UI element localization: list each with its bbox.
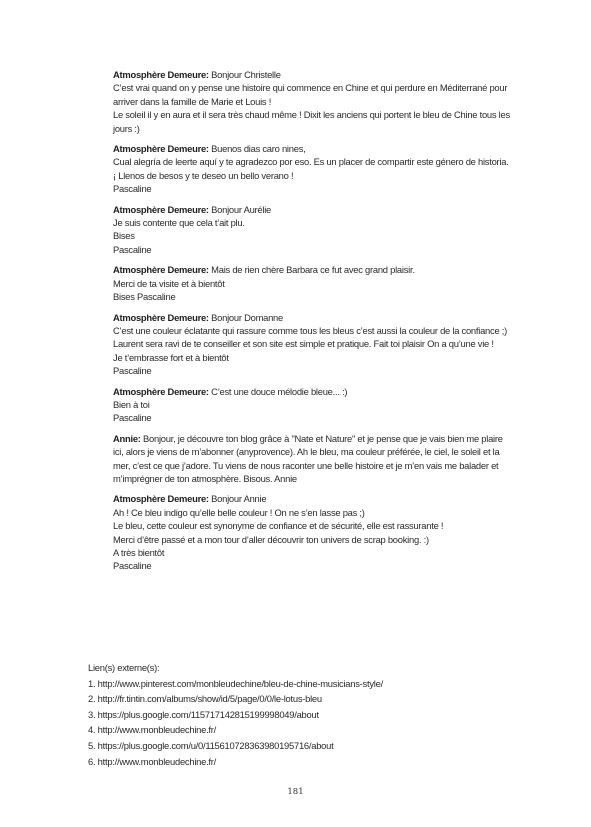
comment-line: ¡ Llenos de besos y te deseo un bello verano !	[113, 169, 294, 181]
external-link[interactable]: 2. http://fr.tintin.com/albums/show/id/5/page/0/0/le-lotus-bleu	[88, 693, 322, 705]
comment-author: Atmosphère Demeure:	[113, 203, 209, 215]
comment-line: Pascaline	[113, 412, 152, 424]
comment-author: Atmosphère Demeure:	[113, 69, 209, 80]
comment-first-line	[113, 142, 513, 155]
comment-text: Mais de rien chère Barbara ce fut avec grand plaisir.	[208, 264, 415, 276]
comment-author: Atmosphère Demeure:	[113, 385, 209, 397]
comment-line: Cual alegría de leerte aquí y te agradezco por eso. Es un placer de compartir este género de historia.	[113, 156, 509, 168]
comment-text: Bonjour Christelle	[208, 69, 281, 80]
comment-first-line	[113, 68, 513, 81]
comment-line: C’est vrai quand on y pense une histoire qui commence en Chine et qui perdure en Méditerrané pour arriver dans la famille de Marie et Louis !	[113, 82, 508, 107]
external-link[interactable]: 3. https://plus.google.com/115717142815199998049/about	[88, 708, 319, 720]
comment-line: Merci d’être passé et a mon tour d’aller découvrir ton univers de scrap booking. :)	[113, 533, 429, 545]
comment-text: Buenos dias caro nines,	[208, 143, 306, 155]
comment-first-line	[113, 385, 513, 398]
comment-text: C’est une douce mélodie bleue... :)	[208, 385, 348, 397]
external-link[interactable]: 1. http://www.pinterest.com/monbleudechine/bleu-de-chine-musicians-style/	[88, 677, 383, 689]
comment-text: Bonjour, je découvre ton blog grâce à "Nate et Nature" et je pense que je vais bien me plaire ici, alors je viens de m’abonner (anyprovence). Ah le bleu, ma couleur préférée, le ciel, le soleil et la mer, c’est ce que j’adore. Tu viens de nous raconter une belle histoire et je m’en vais me balader et m’imprégner de ton atmosphère. Bisous. Annie	[113, 432, 503, 484]
comment-author: Atmosphère Demeure:	[113, 493, 209, 505]
comment-line: Laurent sera ravi de te conseiller et son site est simple et pratique. Fait toi plaisir On a qu’une vie !	[113, 338, 494, 350]
comment-author: Atmosphère Demeure:	[113, 264, 209, 276]
comment-line: C’est une couleur éclatante qui rassure comme tous les bleus c’est aussi la couleur de la confiance ;)	[113, 324, 507, 336]
comment-author: Atmosphère Demeure:	[113, 311, 209, 323]
comment-line: Pascaline	[113, 243, 152, 255]
external-link[interactable]: 6. http://www.monbleudechine.fr/	[88, 755, 217, 767]
comment-first-line	[113, 492, 513, 505]
comment-line: Merci de ta visite et à bientôt	[113, 277, 225, 289]
comment-text: Bonjour Annie	[208, 493, 267, 505]
comment-line: Pascaline	[113, 183, 152, 195]
comment-line: Bises Pascaline	[113, 291, 176, 303]
comment-line: Je t’embrasse fort et à bientôt	[113, 351, 229, 363]
comment-block	[113, 68, 513, 135]
comment-first-line	[113, 203, 513, 216]
link-list	[88, 676, 518, 770]
comment-first-line	[113, 263, 513, 276]
comment-line: A très bientôt	[113, 547, 165, 558]
comment-text: Bonjour Aurélie	[208, 203, 271, 215]
comment-line: Bien à toi	[113, 398, 150, 410]
comment-line: Le bleu, cette couleur est synonyme de confiance et de sécurité, elle est rassurante !	[113, 520, 444, 532]
comment-author: Atmosphère Demeure:	[113, 143, 209, 155]
comment-list	[113, 68, 513, 580]
comment-text: Bonjour Domanne	[208, 311, 283, 323]
comment-first-line	[113, 432, 513, 486]
comment-author: Annie:	[113, 432, 141, 444]
comment-block	[113, 142, 513, 196]
external-links	[88, 660, 518, 769]
comment-block	[113, 492, 513, 572]
comment-line: Pascaline	[113, 560, 152, 572]
comment-line: Je suis contente que cela t’ait plu.	[113, 217, 245, 229]
external-link[interactable]: 5. https://plus.google.com/u/0/115610728363980195716/about	[88, 739, 334, 751]
links-heading: Lien(s) externe(s):	[88, 662, 160, 673]
comment-block	[113, 385, 513, 425]
external-link[interactable]: 4. http://www.monbleudechine.fr/	[88, 724, 217, 736]
comment-line: Le soleil il y en aura et il sera très chaud même ! Dixit les anciens qui portent le bleu de Chine tous les jours :)	[113, 109, 510, 134]
comment-first-line	[113, 311, 513, 324]
comment-line: Pascaline	[113, 365, 152, 377]
comment-block	[113, 432, 513, 486]
comment-line: Ah ! Ce bleu indigo qu’elle belle couleur ! On ne s’en lasse pas ;)	[113, 506, 365, 518]
comment-block	[113, 311, 513, 378]
comment-line: Bises	[113, 230, 135, 242]
page-number: 181	[287, 787, 304, 797]
comment-block	[113, 203, 513, 257]
comment-block	[113, 263, 513, 303]
